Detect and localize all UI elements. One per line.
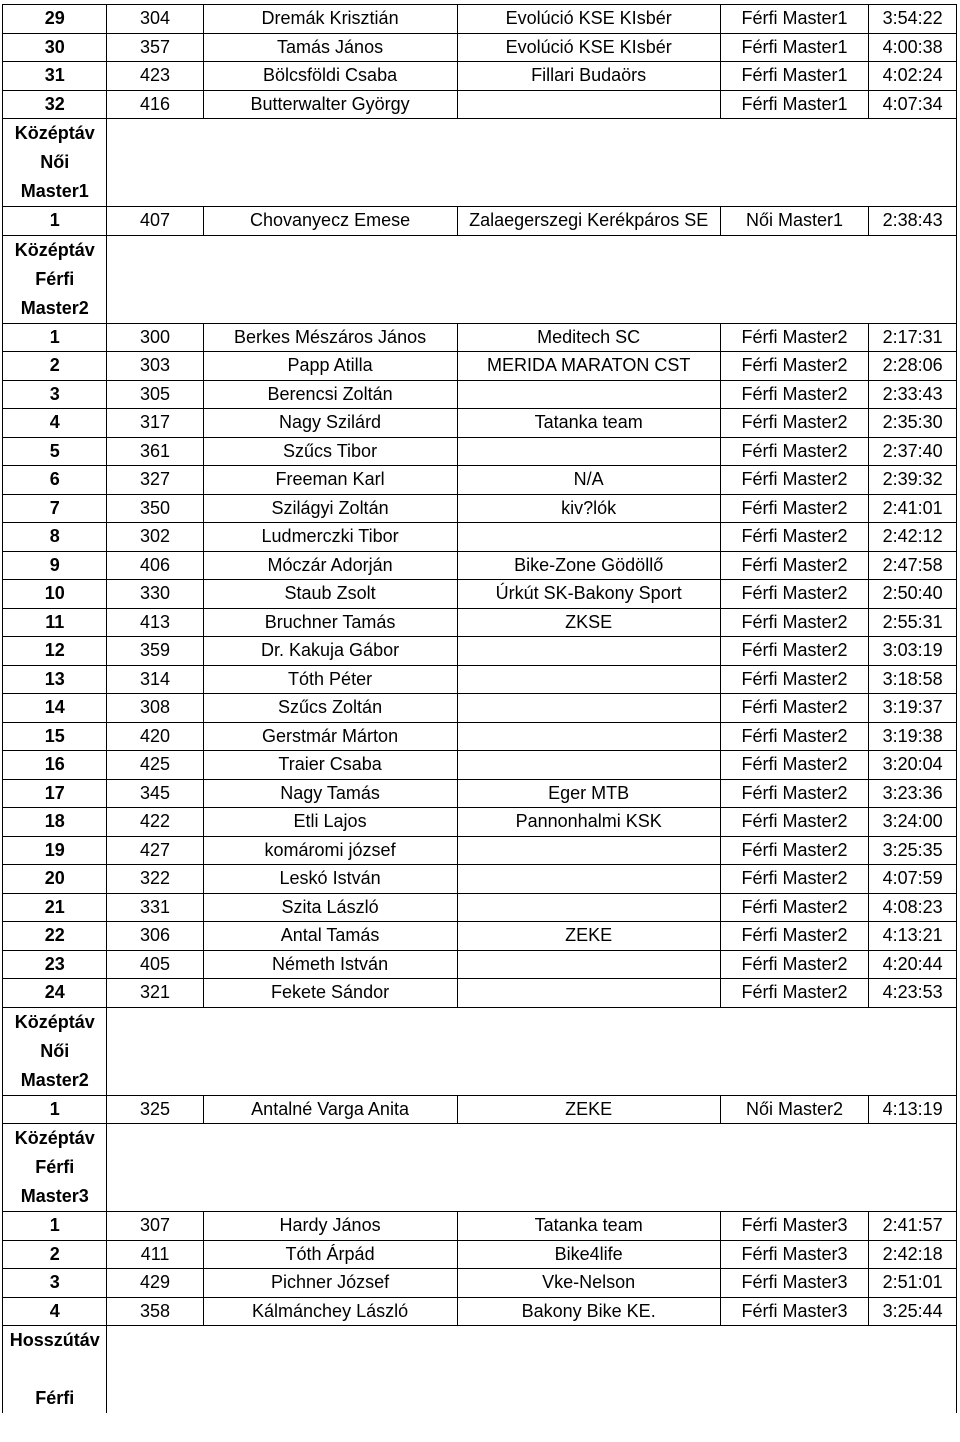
club-cell <box>457 665 720 694</box>
rank-cell: 29 <box>3 5 107 34</box>
category-header-blank <box>107 1124 957 1212</box>
category-heading-line: Női <box>40 1040 70 1061</box>
category-heading-line: Középtáv <box>14 1011 95 1032</box>
category-header-blank <box>107 119 957 207</box>
rider-name-cell: Bruchner Tamás <box>203 608 457 637</box>
club-cell: Bike4life <box>457 1240 720 1269</box>
club-cell: Tatanka team <box>457 1212 720 1241</box>
bib-number-cell: 325 <box>107 1095 203 1124</box>
bib-number-cell: 407 <box>107 207 203 236</box>
rank-cell: 4 <box>3 1297 107 1326</box>
rank-cell: 9 <box>3 551 107 580</box>
finish-time-cell: 4:00:38 <box>869 33 957 62</box>
club-cell <box>457 694 720 723</box>
club-cell: ZKSE <box>457 608 720 637</box>
category-heading <box>3 1326 107 1414</box>
club-cell <box>457 893 720 922</box>
table-row <box>3 1269 957 1298</box>
finish-time-cell: 2:28:06 <box>869 352 957 381</box>
club-cell <box>457 751 720 780</box>
finish-time-cell: 4:13:21 <box>869 922 957 951</box>
rider-name-cell: Nagy Tamás <box>203 779 457 808</box>
finish-time-cell: 3:19:37 <box>869 694 957 723</box>
rider-name-cell: Freeman Karl <box>203 466 457 495</box>
rank-cell: 2 <box>3 1240 107 1269</box>
category-cell: Férfi Master2 <box>720 637 868 666</box>
category-header-blank <box>107 1326 957 1414</box>
bib-number-cell: 411 <box>107 1240 203 1269</box>
category-cell: Férfi Master2 <box>720 950 868 979</box>
rank-cell: 6 <box>3 466 107 495</box>
rank-cell: 7 <box>3 494 107 523</box>
bib-number-cell: 302 <box>107 523 203 552</box>
club-cell: Bike-Zone Gödöllő <box>457 551 720 580</box>
category-cell: Férfi Master2 <box>720 580 868 609</box>
table-row <box>3 779 957 808</box>
bib-number-cell: 429 <box>107 1269 203 1298</box>
rank-cell: 31 <box>3 62 107 91</box>
rider-name-cell: Hardy János <box>203 1212 457 1241</box>
rider-name-cell: Gerstmár Márton <box>203 722 457 751</box>
club-cell: Fillari Budaörs <box>457 62 720 91</box>
club-cell <box>457 523 720 552</box>
table-row <box>3 836 957 865</box>
table-row <box>3 466 957 495</box>
category-heading-line: Hosszútáv <box>9 1330 100 1350</box>
bib-number-cell: 357 <box>107 33 203 62</box>
table-row <box>3 551 957 580</box>
finish-time-cell: 3:03:19 <box>869 637 957 666</box>
category-cell: Férfi Master2 <box>720 865 868 894</box>
rider-name-cell: Szűcs Zoltán <box>203 694 457 723</box>
rider-name-cell: Antalné Varga Anita <box>203 1095 457 1124</box>
table-row <box>3 494 957 523</box>
table-row <box>3 207 957 236</box>
bib-number-cell: 413 <box>107 608 203 637</box>
finish-time-cell: 4:07:34 <box>869 90 957 119</box>
category-heading-line: Középtáv <box>14 123 95 143</box>
category-cell: Férfi Master3 <box>720 1297 868 1326</box>
club-cell <box>457 437 720 466</box>
bib-number-cell: 422 <box>107 808 203 837</box>
category-cell: Férfi Master2 <box>720 437 868 466</box>
table-row <box>3 1212 957 1241</box>
rider-name-cell: Dr. Kakuja Gábor <box>203 637 457 666</box>
category-cell: Férfi Master2 <box>720 893 868 922</box>
category-heading-line: Férfi <box>35 1157 75 1177</box>
finish-time-cell: 4:13:19 <box>869 1095 957 1124</box>
rider-name-cell: Kálmánchey László <box>203 1297 457 1326</box>
rank-cell: 16 <box>3 751 107 780</box>
category-cell: Férfi Master2 <box>720 665 868 694</box>
bib-number-cell: 305 <box>107 380 203 409</box>
rank-cell: 1 <box>3 323 107 352</box>
category-cell: Férfi Master2 <box>720 979 868 1008</box>
category-cell: Férfi Master2 <box>720 380 868 409</box>
club-cell <box>457 722 720 751</box>
rank-cell: 10 <box>3 580 107 609</box>
club-cell: Evolúció KSE KIsbér <box>457 33 720 62</box>
rank-cell: 12 <box>3 637 107 666</box>
category-heading <box>3 1007 107 1095</box>
table-row <box>3 922 957 951</box>
rider-name-cell: Staub Zsolt <box>203 580 457 609</box>
table-row <box>3 1297 957 1326</box>
finish-time-cell: 2:33:43 <box>869 380 957 409</box>
category-cell: Férfi Master2 <box>720 922 868 951</box>
rank-cell: 11 <box>3 608 107 637</box>
rider-name-cell: Traier Csaba <box>203 751 457 780</box>
bib-number-cell: 308 <box>107 694 203 723</box>
finish-time-cell: 3:54:22 <box>869 5 957 34</box>
table-row <box>3 523 957 552</box>
category-heading-line: Master2 <box>20 1069 89 1090</box>
category-heading <box>3 119 107 207</box>
table-row <box>3 5 957 34</box>
results-table <box>2 4 957 1413</box>
rider-name-cell: Tóth Árpád <box>203 1240 457 1269</box>
bib-number-cell: 317 <box>107 409 203 438</box>
rank-cell: 18 <box>3 808 107 837</box>
table-row <box>3 751 957 780</box>
category-heading <box>3 1124 107 1212</box>
finish-time-cell: 4:02:24 <box>869 62 957 91</box>
table-row <box>3 409 957 438</box>
rider-name-cell: Szita László <box>203 893 457 922</box>
finish-time-cell: 2:38:43 <box>869 207 957 236</box>
finish-time-cell: 4:08:23 <box>869 893 957 922</box>
table-row <box>3 352 957 381</box>
club-cell: ZEKE <box>457 1095 720 1124</box>
category-header-row <box>3 1007 957 1095</box>
bib-number-cell: 406 <box>107 551 203 580</box>
bib-number-cell: 327 <box>107 466 203 495</box>
rider-name-cell: Tamás János <box>203 33 457 62</box>
category-cell: Férfi Master2 <box>720 323 868 352</box>
table-row <box>3 865 957 894</box>
rider-name-cell: Nagy Szilárd <box>203 409 457 438</box>
bib-number-cell: 405 <box>107 950 203 979</box>
club-cell: Vke-Nelson <box>457 1269 720 1298</box>
club-cell: Bakony Bike KE. <box>457 1297 720 1326</box>
table-row <box>3 950 957 979</box>
bib-number-cell: 306 <box>107 922 203 951</box>
bib-number-cell: 331 <box>107 893 203 922</box>
category-cell: Férfi Master3 <box>720 1212 868 1241</box>
club-cell: N/A <box>457 466 720 495</box>
finish-time-cell: 2:42:18 <box>869 1240 957 1269</box>
rider-name-cell: Chovanyecz Emese <box>203 207 457 236</box>
bib-number-cell: 361 <box>107 437 203 466</box>
category-cell: Férfi Master1 <box>720 90 868 119</box>
finish-time-cell: 2:41:01 <box>869 494 957 523</box>
rank-cell: 14 <box>3 694 107 723</box>
club-cell: Úrkút SK-Bakony Sport <box>457 580 720 609</box>
finish-time-cell: 3:20:04 <box>869 751 957 780</box>
club-cell: Zalaegerszegi Kerékpáros SE <box>457 207 720 236</box>
category-cell: Férfi Master3 <box>720 1269 868 1298</box>
rank-cell: 15 <box>3 722 107 751</box>
club-cell: Evolúció KSE KIsbér <box>457 5 720 34</box>
bib-number-cell: 416 <box>107 90 203 119</box>
rank-cell: 1 <box>3 1095 107 1124</box>
rank-cell: 23 <box>3 950 107 979</box>
rider-name-cell: Dremák Krisztián <box>203 5 457 34</box>
rider-name-cell: Szilágyi Zoltán <box>203 494 457 523</box>
rank-cell: 20 <box>3 865 107 894</box>
rank-cell: 30 <box>3 33 107 62</box>
table-row <box>3 608 957 637</box>
bib-number-cell: 345 <box>107 779 203 808</box>
table-row <box>3 979 957 1008</box>
category-cell: Férfi Master2 <box>720 494 868 523</box>
category-cell: Férfi Master2 <box>720 694 868 723</box>
category-header-row <box>3 1124 957 1212</box>
club-cell <box>457 865 720 894</box>
finish-time-cell: 2:17:31 <box>869 323 957 352</box>
club-cell <box>457 979 720 1008</box>
finish-time-cell: 2:42:12 <box>869 523 957 552</box>
finish-time-cell: 3:25:44 <box>869 1297 957 1326</box>
finish-time-cell: 2:35:30 <box>869 409 957 438</box>
finish-time-cell: 2:55:31 <box>869 608 957 637</box>
category-heading-line: Master3 <box>20 1186 89 1206</box>
rider-name-cell: Antal Tamás <box>203 922 457 951</box>
rank-cell: 1 <box>3 207 107 236</box>
category-header-blank <box>107 235 957 323</box>
rider-name-cell: Ludmerczki Tibor <box>203 523 457 552</box>
category-cell: Női Master2 <box>720 1095 868 1124</box>
table-row <box>3 380 957 409</box>
table-row <box>3 722 957 751</box>
club-cell <box>457 90 720 119</box>
rank-cell: 3 <box>3 380 107 409</box>
bib-number-cell: 420 <box>107 722 203 751</box>
club-cell <box>457 950 720 979</box>
rank-cell: 2 <box>3 352 107 381</box>
rider-name-cell: Papp Atilla <box>203 352 457 381</box>
finish-time-cell: 2:41:57 <box>869 1212 957 1241</box>
category-heading <box>3 235 107 323</box>
results-table-body <box>3 5 957 1414</box>
category-header-row <box>3 119 957 207</box>
finish-time-cell: 2:47:58 <box>869 551 957 580</box>
category-cell: Férfi Master2 <box>720 352 868 381</box>
finish-time-cell: 3:25:35 <box>869 836 957 865</box>
category-heading-line <box>7 1355 102 1384</box>
table-row <box>3 1095 957 1124</box>
table-row <box>3 437 957 466</box>
rank-cell: 21 <box>3 893 107 922</box>
rider-name-cell: Butterwalter György <box>203 90 457 119</box>
rank-cell: 4 <box>3 409 107 438</box>
rider-name-cell: Berkes Mészáros János <box>203 323 457 352</box>
bib-number-cell: 303 <box>107 352 203 381</box>
finish-time-cell: 2:39:32 <box>869 466 957 495</box>
bib-number-cell: 307 <box>107 1212 203 1241</box>
category-cell: Férfi Master2 <box>720 836 868 865</box>
rank-cell: 17 <box>3 779 107 808</box>
category-cell: Férfi Master2 <box>720 409 868 438</box>
rank-cell: 1 <box>3 1212 107 1241</box>
club-cell <box>457 380 720 409</box>
finish-time-cell: 2:37:40 <box>869 437 957 466</box>
category-cell: Férfi Master2 <box>720 523 868 552</box>
finish-time-cell: 4:20:44 <box>869 950 957 979</box>
rider-name-cell: Berencsi Zoltán <box>203 380 457 409</box>
category-heading-line: Férfi <box>35 268 75 289</box>
finish-time-cell: 4:07:59 <box>869 865 957 894</box>
category-cell: Férfi Master2 <box>720 779 868 808</box>
bib-number-cell: 300 <box>107 323 203 352</box>
finish-time-cell: 4:23:53 <box>869 979 957 1008</box>
table-row <box>3 665 957 694</box>
bib-number-cell: 321 <box>107 979 203 1008</box>
rider-name-cell: Etli Lajos <box>203 808 457 837</box>
club-cell: ZEKE <box>457 922 720 951</box>
rank-cell: 3 <box>3 1269 107 1298</box>
rank-cell: 22 <box>3 922 107 951</box>
club-cell <box>457 637 720 666</box>
rider-name-cell: Németh István <box>203 950 457 979</box>
rank-cell: 13 <box>3 665 107 694</box>
bib-number-cell: 425 <box>107 751 203 780</box>
club-cell: Tatanka team <box>457 409 720 438</box>
category-heading-line: Férfi <box>35 1388 75 1408</box>
rider-name-cell: Móczár Adorján <box>203 551 457 580</box>
category-cell: Férfi Master2 <box>720 466 868 495</box>
rider-name-cell: Bölcsföldi Csaba <box>203 62 457 91</box>
finish-time-cell: 3:18:58 <box>869 665 957 694</box>
category-heading-line: Középtáv <box>14 239 95 260</box>
table-row <box>3 1240 957 1269</box>
rider-name-cell: Tóth Péter <box>203 665 457 694</box>
finish-time-cell: 3:19:38 <box>869 722 957 751</box>
bib-number-cell: 314 <box>107 665 203 694</box>
category-header-row <box>3 235 957 323</box>
rider-name-cell: komáromi józsef <box>203 836 457 865</box>
club-cell: Eger MTB <box>457 779 720 808</box>
category-cell: Férfi Master2 <box>720 808 868 837</box>
bib-number-cell: 359 <box>107 637 203 666</box>
category-header-row <box>3 1326 957 1414</box>
rank-cell: 19 <box>3 836 107 865</box>
club-cell: kiv?lók <box>457 494 720 523</box>
bib-number-cell: 427 <box>107 836 203 865</box>
category-header-blank <box>107 1007 957 1095</box>
category-cell: Férfi Master1 <box>720 33 868 62</box>
rank-cell: 8 <box>3 523 107 552</box>
table-row <box>3 580 957 609</box>
category-heading-line: Női <box>40 152 70 172</box>
finish-time-cell: 3:23:36 <box>869 779 957 808</box>
category-heading-line: Master1 <box>20 181 89 201</box>
bib-number-cell: 423 <box>107 62 203 91</box>
table-row <box>3 808 957 837</box>
bib-number-cell: 322 <box>107 865 203 894</box>
category-cell: Férfi Master1 <box>720 62 868 91</box>
rank-cell: 24 <box>3 979 107 1008</box>
category-cell: Férfi Master2 <box>720 751 868 780</box>
table-row <box>3 33 957 62</box>
finish-time-cell: 2:50:40 <box>869 580 957 609</box>
bib-number-cell: 358 <box>107 1297 203 1326</box>
rider-name-cell: Leskó István <box>203 865 457 894</box>
rank-cell: 32 <box>3 90 107 119</box>
category-heading-line: Master2 <box>20 297 89 318</box>
category-cell: Férfi Master1 <box>720 5 868 34</box>
finish-time-cell: 2:51:01 <box>869 1269 957 1298</box>
club-cell: Pannonhalmi KSK <box>457 808 720 837</box>
table-row <box>3 694 957 723</box>
rider-name-cell: Pichner József <box>203 1269 457 1298</box>
category-cell: Női Master1 <box>720 207 868 236</box>
club-cell <box>457 836 720 865</box>
category-cell: Férfi Master3 <box>720 1240 868 1269</box>
club-cell: Meditech SC <box>457 323 720 352</box>
rider-name-cell: Szűcs Tibor <box>203 437 457 466</box>
table-row <box>3 637 957 666</box>
table-row <box>3 62 957 91</box>
rank-cell: 5 <box>3 437 107 466</box>
category-cell: Férfi Master2 <box>720 551 868 580</box>
bib-number-cell: 330 <box>107 580 203 609</box>
category-cell: Férfi Master2 <box>720 608 868 637</box>
category-cell: Férfi Master2 <box>720 722 868 751</box>
rider-name-cell: Fekete Sándor <box>203 979 457 1008</box>
table-row <box>3 893 957 922</box>
table-row <box>3 323 957 352</box>
bib-number-cell: 350 <box>107 494 203 523</box>
bib-number-cell: 304 <box>107 5 203 34</box>
club-cell: MERIDA MARATON CST <box>457 352 720 381</box>
finish-time-cell: 3:24:00 <box>869 808 957 837</box>
table-row <box>3 90 957 119</box>
category-heading-line: Középtáv <box>14 1128 95 1148</box>
